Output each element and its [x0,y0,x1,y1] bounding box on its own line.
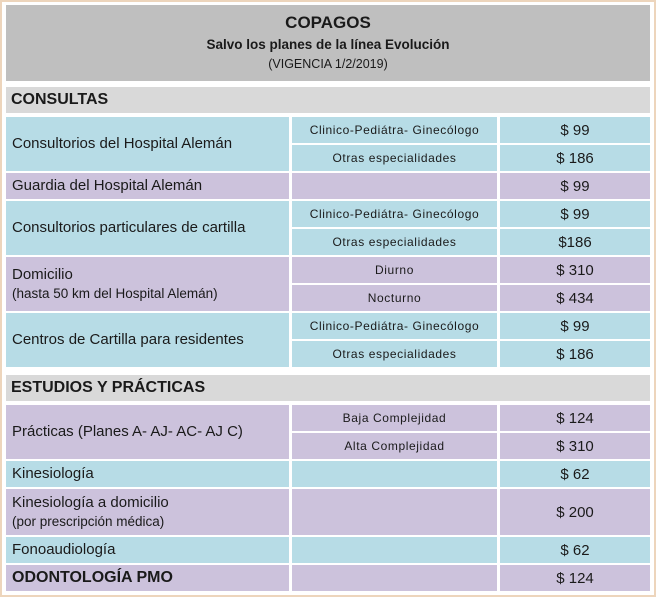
detail-cell [292,565,497,591]
price-cell [500,229,650,255]
price-value: $ 310 [556,437,594,455]
price-value: $ 200 [556,503,594,521]
row-label: Domicilio [12,266,73,284]
detail-label: Baja Complejidad [342,411,447,426]
price-cell [500,285,650,311]
table-row [6,313,650,367]
price-cell [500,565,650,591]
row-label-cell [6,565,289,591]
detail-cell [292,489,497,535]
table-row [6,257,650,311]
price-cell [500,313,650,339]
price-value: $ 99 [560,121,590,139]
price-value: $ 186 [556,149,594,167]
price-value: $ 434 [556,289,594,307]
row-label-cell [6,173,289,199]
table-row [6,461,650,487]
price-cell [500,433,650,459]
detail-cell [292,257,497,283]
detail-label: Clinico-Pediátra- Ginecólogo [309,207,480,222]
table-row [6,489,650,535]
detail-cell [292,229,497,255]
row-label: ODONTOLOGÍA PMO [12,568,173,586]
row-label-cell [6,257,289,311]
consultas-rows [6,117,650,367]
row-label: Kinesiología [12,465,94,483]
price-cell [500,341,650,367]
detail-cell [292,433,497,459]
price-value: $ 310 [556,261,594,279]
price-value: $ 62 [560,465,590,483]
price-cell [500,145,650,171]
detail-label: Clinico-Pediátra- Ginecólogo [309,123,480,138]
table-row [6,537,650,563]
detail-label: Nocturno [367,291,422,306]
price-cell [500,257,650,283]
detail-cell [292,173,497,199]
row-label: Consultorios del Hospital Alemán [12,135,233,153]
detail-cell [292,117,497,143]
price-value: $ 124 [556,409,594,427]
detail-cell [292,537,497,563]
price-cell [500,489,650,535]
detail-cell [292,145,497,171]
estudios-rows [6,405,650,591]
price-cell [500,461,650,487]
price-cell [500,173,650,199]
table-row [6,405,650,459]
table-header [6,5,650,81]
detail-label: Otras especialidades [332,235,457,250]
detail-label: Diurno [375,263,414,278]
table-row [6,565,650,591]
row-label-cell [6,313,289,367]
table-row [6,201,650,255]
row-sublabel: (por prescripción médica) [12,513,165,529]
row-label-cell [6,405,289,459]
detail-cell [292,341,497,367]
detail-label: Clinico-Pediátra- Ginecólogo [309,319,480,334]
detail-cell [292,285,497,311]
detail-label: Alta Complejidad [344,439,445,454]
header-validity: (VIGENCIA 1/2/2019) [268,56,388,71]
row-label-cell [6,201,289,255]
row-label-cell [6,117,289,171]
row-label: Consultorios particulares de cartilla [12,219,246,237]
detail-cell [292,201,497,227]
table-row [6,117,650,171]
price-cell [500,537,650,563]
row-label-cell [6,461,289,487]
header-subtitle: Salvo los planes de la línea Evolución [206,37,450,53]
price-value: $ 99 [560,177,590,195]
page-title: COPAGOS [285,13,371,32]
price-value: $ 124 [556,569,594,587]
price-value: $ 62 [560,541,590,559]
price-value: $ 186 [556,345,594,363]
price-value: $186 [558,233,592,251]
price-value: $ 99 [560,205,590,223]
row-sublabel: (hasta 50 km del Hospital Alemán) [12,285,218,301]
detail-cell [292,405,497,431]
price-cell [500,117,650,143]
row-label: Prácticas (Planes A- AJ- AC- AJ C) [12,423,243,441]
price-value: $ 99 [560,317,590,335]
price-cell [500,201,650,227]
section-title-estudios: ESTUDIOS Y PRÁCTICAS [6,375,650,401]
row-label: Centros de Cartilla para residentes [12,331,244,349]
price-cell [500,405,650,431]
section-title-consultas: CONSULTAS [6,87,650,113]
table-row [6,173,650,199]
row-label: Kinesiología a domicilio [12,494,169,512]
row-label-cell [6,489,289,535]
detail-cell [292,461,497,487]
detail-cell [292,313,497,339]
detail-label: Otras especialidades [332,347,457,362]
row-label: Guardia del Hospital Alemán [12,177,203,195]
detail-label: Otras especialidades [332,151,457,166]
row-label: Fonoaudiología [12,541,116,559]
row-label-cell [6,537,289,563]
